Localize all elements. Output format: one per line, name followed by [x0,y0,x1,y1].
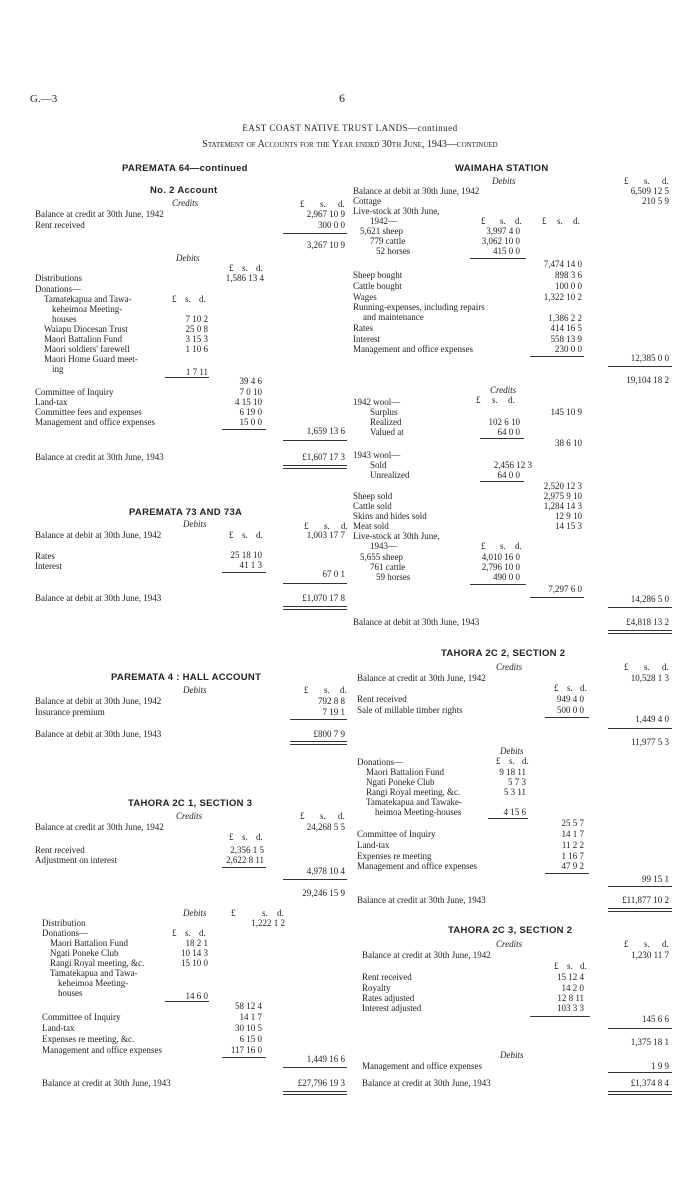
list-item: Cattle bought [353,281,402,291]
pence-sign: d. [662,662,669,672]
balance-1942-label: Balance at credit at 30th June, 1942 [35,822,164,832]
list-item-value: 14 6 0 [185,991,208,1001]
list-item: Rangi Royal meeting, &c. [50,958,145,968]
list-item-value: 15 0 0 [239,417,262,427]
adjustment-label: Adjustment on interest [35,855,117,865]
section-subheading: No. 2 Account [150,185,218,196]
list-item: houses [58,988,83,998]
adjustment-value: 2,622 8 11 [226,855,264,865]
list-item: Tamatekapua and Tawa- [44,294,132,304]
list-item-value: 2,796 10 0 [481,562,520,572]
balance-1943-value: £11,877 10 2 [622,895,669,905]
list-item-value: 3 15 3 [185,334,208,344]
livestock-label: Live-stock at 30th June, [353,206,440,216]
balance-1942-value: 6,509 12 5 [630,186,669,196]
pound-sign: £ [481,216,486,226]
list-item: Waiapu Diocesan Trust [44,324,128,334]
list-item: keheimoa Meeting- [52,304,123,314]
list-item: Maori Battalion Fund [366,767,444,777]
balance-1943-label: Balance at debit at 30th June, 1943 [35,593,162,603]
list-item-value: 230 0 0 [555,344,582,354]
list-item-value: 117 16 0 [230,1045,262,1055]
sold-label: Sold [370,460,387,470]
section-heading: TAHORA 2C 1, SECTION 3 [128,798,253,809]
list-item: Ngati Poneke Club [366,777,435,787]
list-item: Committee of Inquiry [357,829,436,839]
balance-1943-value: £1,374 8 4 [630,1078,669,1088]
shilling-sign: s. [324,521,330,531]
shilling-sign: s. [644,939,650,949]
shilling-sign: s. [262,908,268,918]
list-item: Maori Battalion Fund [44,334,122,344]
balance-1943-label: Balance at credit at 30th June, 1943 [42,1078,171,1088]
shilling-sign: s. [567,961,573,971]
credits-label: Credits [496,939,523,949]
debits-label: Debits [492,176,516,186]
list-item: 59 horses [376,572,411,582]
list-item-value: 1,284 14 3 [543,501,582,511]
insurance-label: Insurance premium [35,707,105,717]
donations-label: Donations— [42,928,88,938]
balance-1942-label: Balance at credit at 30th June, 1942 [35,209,164,219]
balance-1943-label: Balance at credit at 30th June, 1943 [357,895,486,905]
list-item: Meat sold [353,521,389,531]
list-item-value: 15 10 0 [181,958,208,968]
debits-label: Debits [183,685,207,695]
pence-sign: d. [199,928,206,938]
pound-sign: £ [476,395,481,405]
distribution-value: 1,222 1 2 [251,918,285,928]
pound-sign: £ [624,176,629,186]
list-item-value: 7 0 10 [239,387,262,397]
rent-value: 300 0 0 [318,220,345,230]
list-item: Expenses re meeting [357,851,432,861]
list-item-value: 6 15 0 [239,1034,262,1044]
pence-sign: d. [338,199,345,209]
wool-1942-total: 38 6 10 [555,438,582,448]
list-item-value: 41 1 3 [239,560,262,570]
items-total: 12,385 0 0 [630,353,669,363]
shilling-sign: s. [185,294,191,304]
balance-1943-label: Balance at credit at 30th June, 1943 [35,452,164,462]
list-item-value: 1 16 7 [561,851,584,861]
shilling-sign: s. [242,832,248,842]
pence-sign: d. [515,216,522,226]
list-item-value: 14 1 7 [239,1012,262,1022]
list-item-value: 3,062 10 0 [481,236,520,246]
list-item-value: 25 18 10 [230,550,262,560]
management-value: 1 9 9 [651,1061,669,1071]
list-item-value: 12 9 10 [555,511,582,521]
livestock-1943-label: Live-stock at 30th June, [353,531,440,541]
valued-label: Valued at [370,427,404,437]
list-item-value: 1 7 11 [185,367,208,377]
pence-sign: d. [256,530,263,540]
sale-label: Sale of millable timber rights [357,705,463,715]
pound-sign: £ [542,216,547,226]
credit-total: 3,267 10 9 [306,240,345,250]
list-item-value: 4 15 10 [235,397,262,407]
section-heading: TAHORA 2C 2, SECTION 2 [441,648,566,659]
balance-1942-label: Balance at debit at 30th June, 1942 [35,530,162,540]
shilling-sign: s. [509,756,515,766]
surplus-value: 145 10 9 [550,407,582,417]
cottage-value: 210 5 9 [642,196,669,206]
balance-1942-label: Balance at credit at 30th June, 1942 [362,950,491,960]
wool-1942-label: 1942 wool— [353,397,401,407]
debits-label: Debits [500,1050,524,1060]
cottage-label: Cottage [353,196,381,206]
pence-sign: d. [508,395,515,405]
list-item: Tamatekapua and Tawa- [50,968,138,978]
list-item: Maori soldiers' farewell [44,344,130,354]
rent-value: 949 4 0 [557,694,584,704]
list-item-value: 14 15 3 [555,521,582,531]
list-item: Management and office expenses [353,344,474,354]
list-item-value: 4,010 16 0 [481,552,520,562]
pence-sign: d. [199,294,206,304]
donations-total: 39 4 6 [239,376,262,386]
pound-sign: £ [304,685,309,695]
pence-sign: d. [662,939,669,949]
pound-sign: £ [304,521,309,531]
surplus-label: Surplus [370,407,398,417]
shilling-sign: s. [242,263,248,273]
list-item: Rangi Royal meeting, &c. [366,787,461,797]
list-item-value: 558 13 9 [550,334,582,344]
pound-sign: £ [229,530,234,540]
pound-sign: £ [172,294,177,304]
list-item: 5,655 sheep [360,552,403,562]
sub-total: 1,449 4 0 [635,714,669,724]
list-item: Management and office expenses [42,1045,163,1055]
section-heading: TAHORA 2C 3, SECTION 2 [448,925,573,936]
debit-total: 1,449 16 6 [306,1054,345,1064]
shilling-sign: s. [644,176,650,186]
balance-1942-label: Balance at credit at 30th June, 1942 [357,673,486,683]
sub-total: 4,978 10 4 [306,866,345,876]
section-heading: PAREMATA 64—continued [122,163,248,174]
page-title: EAST COAST NATIVE TRUST LANDS—continued [242,123,458,133]
management-label: Management and office expenses [362,1061,483,1071]
pence-sign: d. [662,176,669,186]
balance-1942-label: Balance at debit at 30th June, 1942 [353,186,480,196]
pence-sign: d. [515,541,522,551]
shilling-sign: s. [320,199,326,209]
pence-sign: d. [256,832,263,842]
rent-label: Rent received [35,845,85,855]
debit-total: 1,659 13 6 [306,426,345,436]
shilling-sign: s. [185,928,191,938]
page-number: 6 [339,91,345,105]
list-item-value: 3,997 4 0 [486,226,520,236]
list-item-value: 490 0 0 [493,572,520,582]
list-item: Interest [353,334,380,344]
balance-1943-value: £4,818 13 2 [626,617,669,627]
list-item-value: 15 12 4 [557,972,584,982]
pound-sign: £ [496,756,501,766]
balance-1942-value: 10,528 1 3 [630,673,669,683]
page-ref: G.—3 [30,93,58,105]
list-item: Interest [35,561,62,571]
list-item-value: 100 0 0 [555,281,582,291]
pound-sign: £ [554,683,559,693]
list-item: Rates [35,551,55,561]
balance-1942-value: 2,967 10 9 [306,209,345,219]
list-item-value: 7 10 2 [185,314,208,324]
credits-label: Credits [172,198,199,208]
wool-1943-total: 2,520 12 3 [543,481,582,491]
list-item: 5,621 sheep [360,226,403,236]
list-item: Rates [353,323,373,333]
credits-label: Credits [496,662,523,672]
list-item: Tamatekapua and Tawake- [366,797,463,807]
list-item: 779 cattle [370,236,406,246]
donations-label: Donations— [35,284,81,294]
balance-1942-value: 1,230 11 7 [631,950,669,960]
debits-label: Debits [183,519,207,529]
debit-total: 19,104 18 2 [626,375,669,385]
balance-1943-label: Balance at debit at 30th June, 1943 [35,729,162,739]
sale-value: 500 0 0 [557,705,584,715]
livestock-year: 1942— [370,216,397,226]
pence-sign: d. [580,683,587,693]
list-item-value: 414 16 5 [550,323,582,333]
balance-1942-value: 24,268 5 5 [306,822,345,832]
list-item: houses [52,314,77,324]
insurance-value: 7 19 1 [322,707,345,717]
shilling-sign: s. [500,541,506,551]
pence-sign: d. [573,216,580,226]
pence-sign: d. [341,521,348,531]
balance-1943-value: £1,607 17 3 [302,452,345,462]
donations-total: 25 5 7 [561,818,584,828]
list-item: Royalty [362,983,391,993]
list-item: Committee of Inquiry [42,1012,121,1022]
unrealized-label: Unrealized [370,470,410,480]
list-item-value: 18 2 1 [185,938,208,948]
distribution-label: Distribution [42,918,86,928]
credit-total: 14,286 5 0 [630,594,669,604]
shilling-sign: s. [324,685,330,695]
debits-label: Debits [183,908,207,918]
list-item-value: 898 3 6 [555,270,582,280]
pound-sign: £ [554,961,559,971]
livestock-1943-year: 1943— [370,541,397,551]
balance-1942-value: 792 8 8 [318,696,345,706]
realized-label: Realized [370,417,402,427]
credits-label: Credits [176,811,203,821]
pound-sign: £ [300,811,305,821]
list-item-value: 47 9 2 [561,861,584,871]
section-heading: PAREMATA 4 : HALL ACCOUNT [111,672,262,683]
shilling-sign: s. [242,530,248,540]
unrealized-value: 64 0 0 [497,470,520,480]
credit-total: 29,246 15 9 [302,888,345,898]
list-item: Management and office expenses [357,861,478,871]
list-item-value: 30 10 5 [235,1023,262,1033]
list-item: Committee fees and expenses [35,407,142,417]
list-item: Skins and hides sold [353,511,427,521]
pound-sign: £ [231,908,236,918]
list-item-value: 14 2 0 [561,983,584,993]
section-heading: WAIMAHA STATION [455,163,549,174]
balance-1943-value: £1,070 17 8 [302,593,345,603]
page-subtitle: Statement of Accounts for the Year ended 30th June, 1943—continued [202,139,498,150]
list-item-value: 1 10 6 [185,344,208,354]
pound-sign: £ [229,263,234,273]
list-item: Expenses re meeting, &c. [42,1034,135,1044]
livestock-1943-total: 7,297 6 0 [548,584,582,594]
list-item-value: 14 1 7 [561,829,584,839]
list-item: Rent received [362,972,412,982]
list-item-value: 5 7 3 [508,777,526,787]
credit-total: 1,375 18 1 [630,1037,669,1047]
list-item: Land-tax [357,840,390,850]
list-item-value: 103 3 3 [557,1003,584,1013]
shilling-sign: s. [644,662,650,672]
livestock-total: 7,474 14 0 [543,259,582,269]
sold-value: 2,456 12 3 [493,460,532,470]
pence-sign: d. [580,961,587,971]
list-item: Sheep sold [353,491,393,501]
list-item-value: 5 3 11 [503,787,526,797]
distributions-value: 1,586 13 4 [225,273,264,283]
list-item: Running-expenses, including repairs [353,302,485,312]
list-item-value: 10 14 3 [181,948,208,958]
list-item-value: 11 2 2 [561,840,584,850]
debits-label: Debits [500,746,524,756]
list-item-value: 2,975 9 10 [543,491,582,501]
list-item-value: 1,386 2 2 [548,313,582,323]
section-heading: PAREMATA 73 AND 73A [129,507,243,518]
pence-sign: d. [522,756,529,766]
list-item: Sheep bought [353,270,403,280]
list-item: Ngati Poneke Club [50,948,119,958]
donations-total: 58 12 4 [235,1001,262,1011]
balance-1943-value: £800 7 9 [313,729,345,739]
rent-value: 2,356 1 5 [230,845,264,855]
list-item: Management and office expenses [35,417,156,427]
shilling-sign: s. [492,395,498,405]
shilling-sign: s. [567,683,573,693]
balance-1943-label: Balance at debit at 30th June, 1943 [353,617,480,627]
credits-label: Credits [490,385,517,395]
list-item-value: 1,322 10 2 [543,292,582,302]
list-item: Land-tax [35,397,68,407]
debit-total: 99 15 1 [642,874,669,884]
pound-sign: £ [300,199,305,209]
rent-label: Rent received [357,694,407,704]
list-item: keheimoa Meeting- [58,978,129,988]
wool-1943-label: 1943 wool— [353,450,401,460]
distributions-label: Distributions [35,273,83,283]
pound-sign: £ [172,928,177,938]
list-item: Wages [353,292,377,302]
shilling-sign: s. [320,811,326,821]
balance-1942-value: 1,003 17 7 [306,530,345,540]
list-item: 761 cattle [370,562,406,572]
list-item: Interest adjusted [362,1003,422,1013]
list-item-value: 9 18 11 [499,767,526,777]
list-item: Cattle sold [353,501,392,511]
balance-1942-label: Balance at debit at 30th June, 1942 [35,696,162,706]
list-item-value: 415 0 0 [493,246,520,256]
credit-total: 11,977 5 3 [631,737,669,747]
list-item: and maintenance [363,312,424,322]
shilling-sign: s. [557,216,563,226]
pence-sign: d. [338,811,345,821]
pound-sign: £ [481,541,486,551]
list-item: Land-tax [42,1023,75,1033]
list-item-value: 4 15 6 [503,807,526,817]
list-item-value: 25 0 8 [185,324,208,334]
donations-label: Donations— [357,757,403,767]
items-total: 67 0 1 [322,569,345,579]
pound-sign: £ [624,939,629,949]
list-item: ing [52,364,64,374]
pence-sign: d. [340,685,347,695]
list-item: Rates adjusted [362,993,415,1003]
rent-label: Rent received [35,220,85,230]
pence-sign: d. [277,908,284,918]
pound-sign: £ [229,832,234,842]
list-item: heimoa Meeting-houses [375,807,462,817]
realized-value: 102 6 10 [488,417,520,427]
shilling-sign: s. [500,216,506,226]
list-item: 52 horses [376,246,411,256]
debits-label: Debits [176,253,200,263]
balance-1943-value: £27,796 19 3 [297,1078,345,1088]
valued-value: 64 0 0 [497,427,520,437]
balance-1943-label: Balance at credit at 30th June, 1943 [362,1078,491,1088]
list-item: Maori Home Guard meet- [44,354,138,364]
list-item-value: 12 8 11 [557,993,584,1003]
list-item: Maori Battalion Fund [50,938,128,948]
pence-sign: d. [256,263,263,273]
list-item: Committee of Inquiry [35,387,114,397]
pound-sign: £ [624,662,629,672]
items-total: 145 6 6 [642,1014,669,1024]
list-item-value: 6 19 0 [239,407,262,417]
